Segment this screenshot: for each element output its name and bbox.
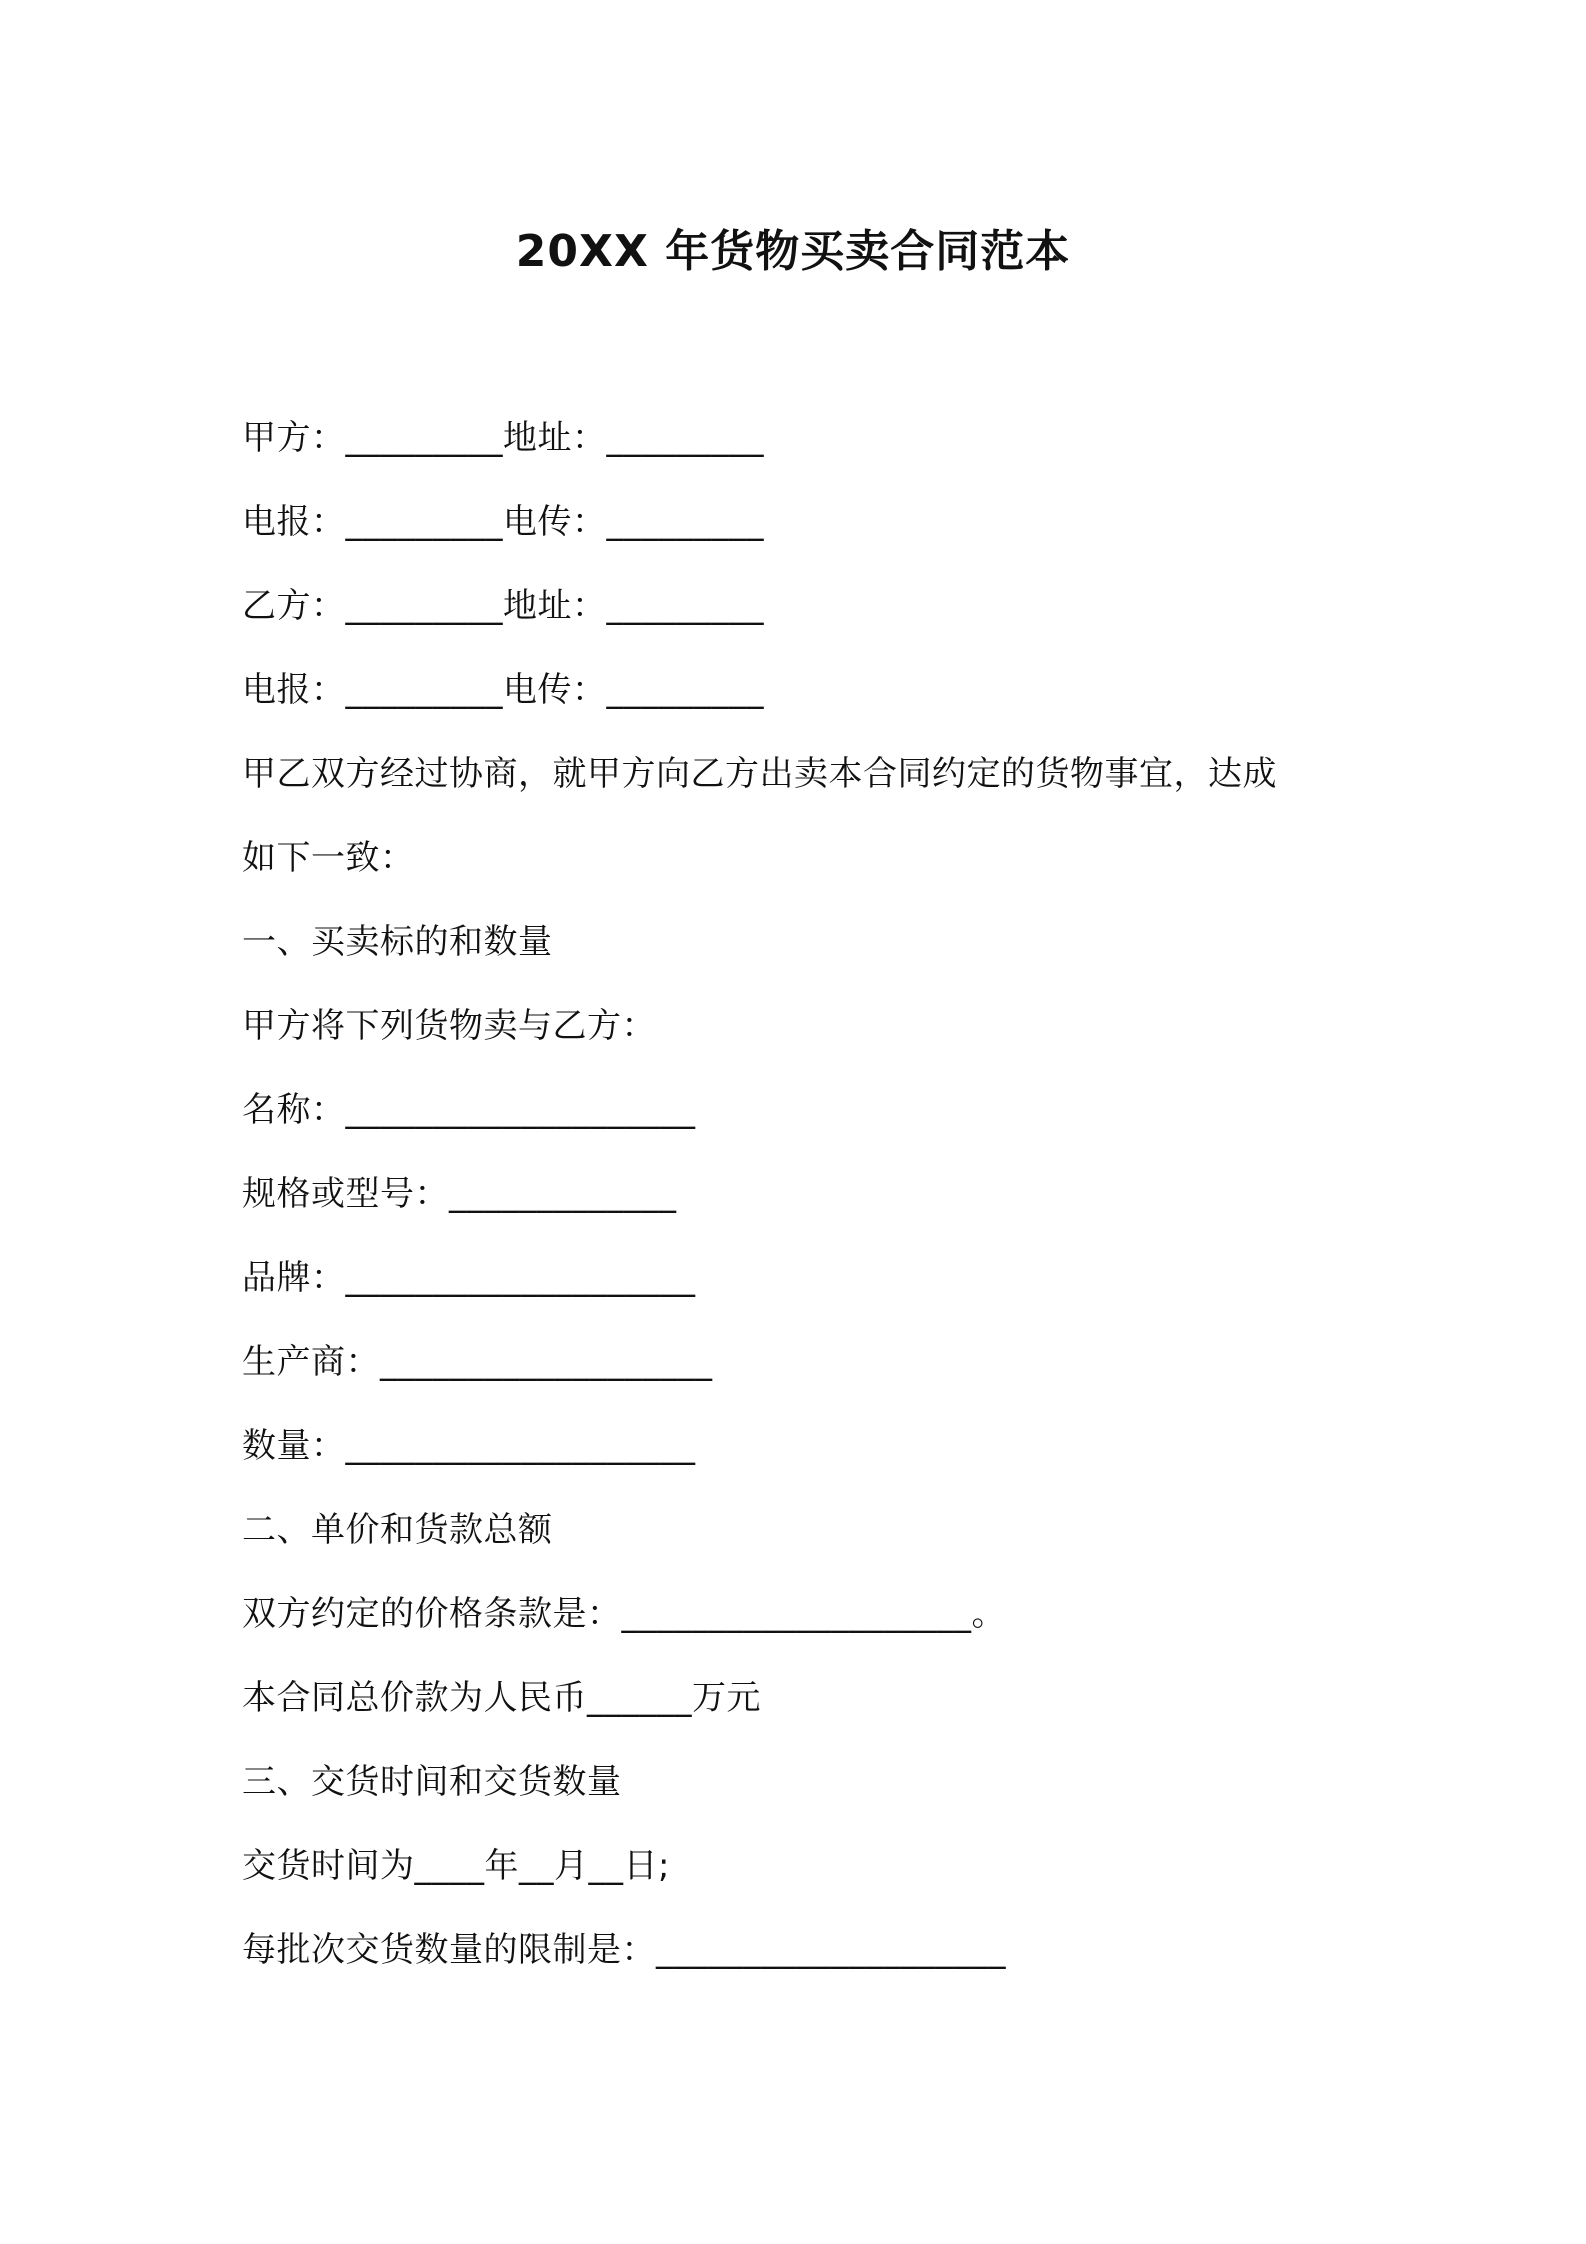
goods-intro-line: 甲方将下列货物卖与乙方： bbox=[242, 1006, 656, 1046]
section-heading-1: 一、买卖标的和数量 bbox=[242, 922, 553, 962]
party-a-line: 甲方：_________地址：_________ bbox=[242, 418, 764, 458]
document-title: 20XX 年货物买卖合同范本 bbox=[515, 226, 1071, 277]
intro-paragraph-line-2: 如下一致： bbox=[242, 838, 415, 878]
section-heading-2: 二、单价和货款总额 bbox=[242, 1510, 553, 1550]
intro-paragraph-line-1: 甲乙双方经过协商，就甲方向乙方出卖本合同约定的货物事宜，达成 bbox=[242, 754, 1277, 794]
goods-model-line: 规格或型号：_____________ bbox=[242, 1174, 677, 1214]
price-terms-line: 双方约定的价格条款是：____________________。 bbox=[242, 1594, 1006, 1634]
party-b-line: 乙方：_________地址：_________ bbox=[242, 586, 764, 626]
goods-quantity-line: 数量：____________________ bbox=[242, 1426, 696, 1466]
goods-name-line: 名称：____________________ bbox=[242, 1090, 696, 1130]
party-a-contact-line: 电报：_________电传：_________ bbox=[242, 502, 764, 542]
document-body bbox=[242, 408, 1352, 2004]
goods-manufacturer-line: 生产商：___________________ bbox=[242, 1342, 713, 1382]
section-heading-3: 三、交货时间和交货数量 bbox=[242, 1762, 622, 1802]
goods-brand-line: 品牌：____________________ bbox=[242, 1258, 696, 1298]
delivery-limit-line: 每批次交货数量的限制是：____________________ bbox=[242, 1930, 1006, 1970]
delivery-time-line: 交货时间为____年__月__日; bbox=[242, 1846, 670, 1886]
total-price-line: 本合同总价款为人民币______万元 bbox=[242, 1678, 761, 1718]
party-b-contact-line: 电报：_________电传：_________ bbox=[242, 670, 764, 710]
